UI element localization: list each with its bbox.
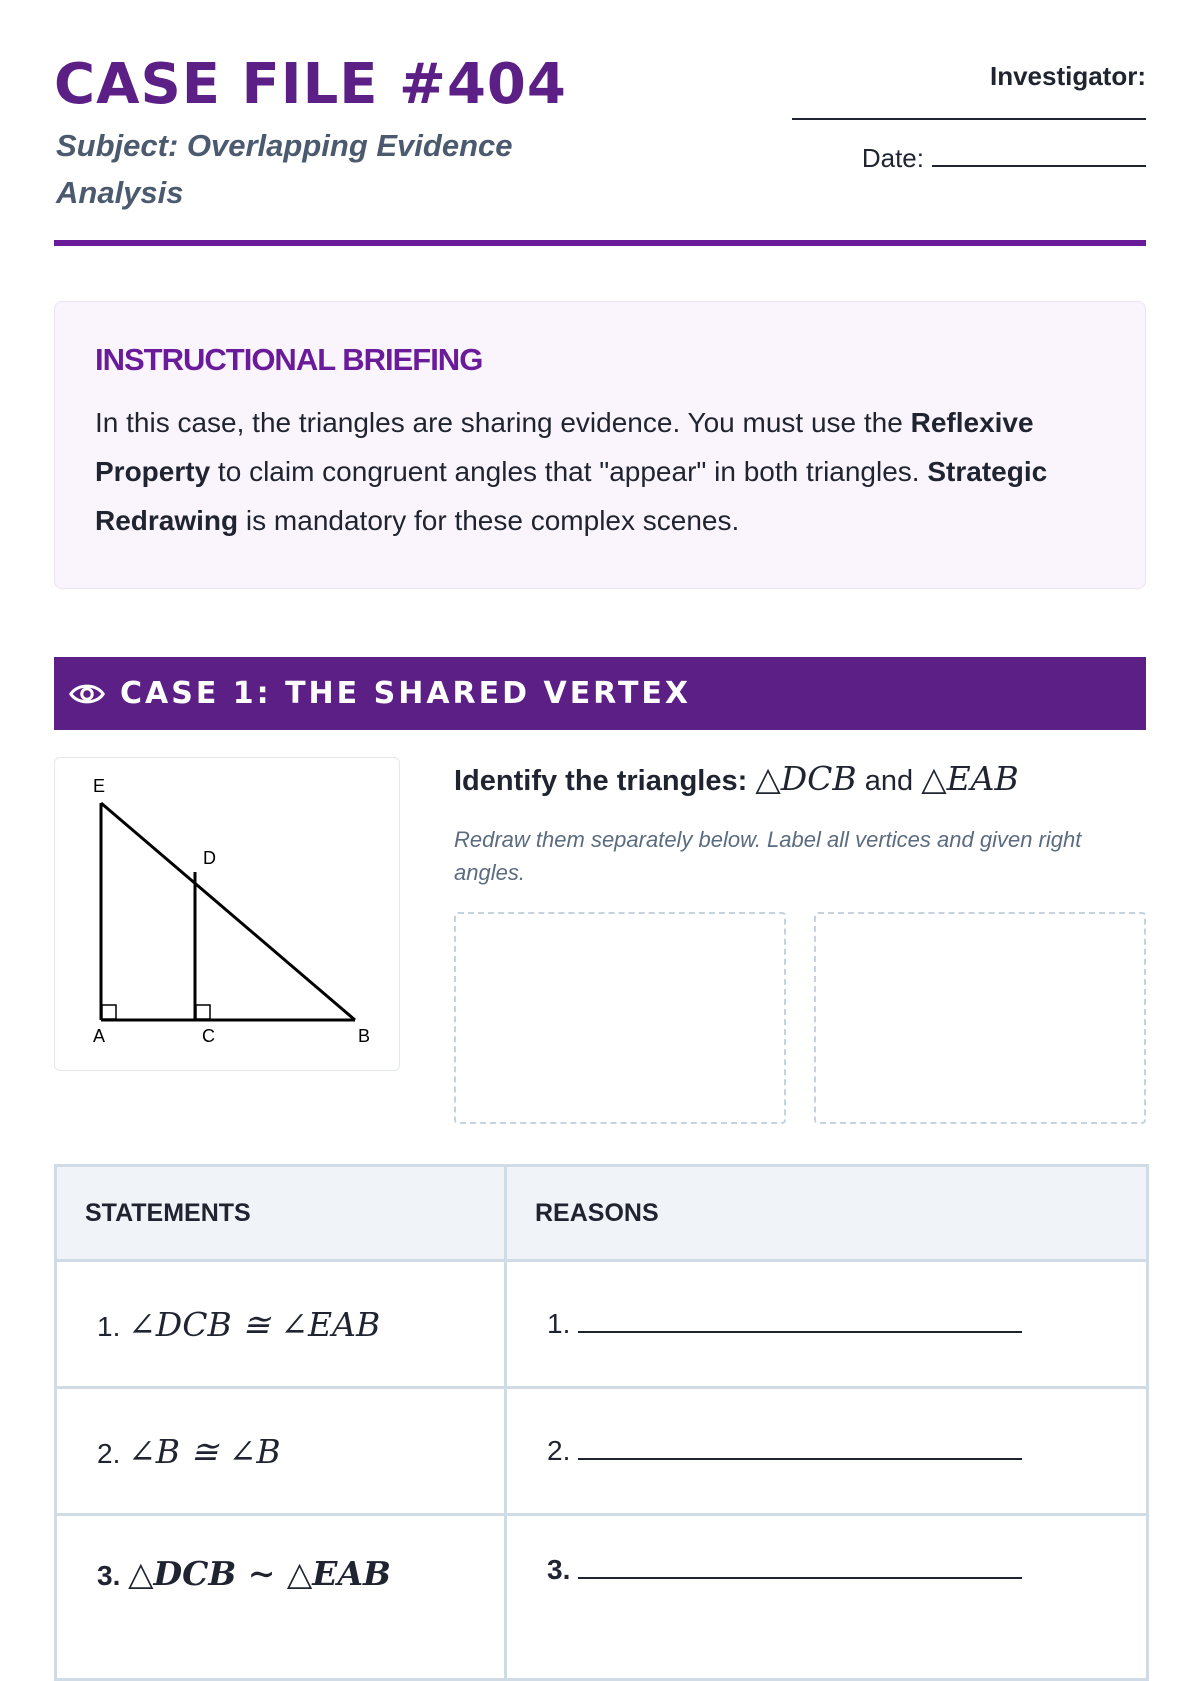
date-label: Date: — [861, 143, 924, 173]
triangle-2-name: EAB — [946, 759, 1019, 798]
statement-number: 1. — [97, 1310, 121, 1342]
reason-number: 3. — [547, 1554, 571, 1585]
statement-text: ∠B ≅ ∠B — [128, 1431, 281, 1471]
identify-label: Identify the triangles: — [454, 765, 748, 797]
instructional-briefing — [54, 301, 1146, 589]
vertex-label-e: E — [93, 776, 106, 796]
reason-cell — [506, 1388, 1148, 1515]
reason-field[interactable] — [578, 1436, 1022, 1460]
redraw-boxes — [454, 912, 1146, 1124]
header-divider — [54, 240, 1146, 246]
reasons-header: REASONS — [506, 1166, 1148, 1261]
reflexive-property-term: Reflexive Property — [95, 407, 1034, 487]
redraw-hint: Redraw them separately below. Label all vertices and given right angles. — [454, 827, 1082, 885]
reason-number: 2. — [547, 1435, 571, 1466]
statement-cell — [56, 1515, 506, 1680]
vertex-label-d: D — [203, 848, 216, 868]
table-row — [56, 1515, 1148, 1680]
briefing-text-part: In this case, the triangles are sharing evidence. You must use the — [95, 407, 911, 438]
vertex-label-b: B — [358, 1026, 371, 1046]
statement-text: △DCB ∼ △EAB — [128, 1554, 391, 1593]
reason-field[interactable] — [578, 1555, 1022, 1579]
statement-number: 3. — [97, 1560, 121, 1591]
statement-cell — [56, 1388, 506, 1515]
worksheet-page — [54, 0, 1146, 1593]
vertex-label-c: C — [202, 1026, 215, 1046]
and-word: and — [864, 765, 914, 797]
identify-section — [454, 757, 1146, 889]
reason-cell — [506, 1515, 1148, 1680]
triangle-2 — [921, 759, 1019, 798]
reason-cell — [506, 1261, 1148, 1388]
statements-header: STATEMENTS — [56, 1166, 506, 1261]
statement-number: 2. — [97, 1437, 121, 1469]
investigator-label: Investigator: — [989, 61, 1146, 91]
triangle-symbol: △ — [921, 759, 947, 798]
case-1-title: CASE 1: THE SHARED VERTEX — [120, 676, 692, 711]
proof-table — [54, 1164, 1149, 1681]
meta-block — [786, 58, 1146, 176]
briefing-text-part: is mandatory for these complex scenes. — [238, 505, 740, 536]
eye-icon — [68, 675, 106, 713]
date-row — [786, 140, 1146, 176]
table-row — [56, 1388, 1148, 1515]
segment-eb — [101, 803, 355, 1020]
table-row — [56, 1261, 1148, 1388]
case-title: CASE FILE #404 — [54, 52, 567, 117]
briefing-text — [95, 398, 1105, 545]
triangle-symbol: △ — [755, 759, 781, 798]
redraw-box-1[interactable] — [454, 912, 786, 1124]
table-header-row — [56, 1166, 1148, 1261]
right-angle-mark-a — [102, 1005, 116, 1019]
strategic-redrawing-term: Strategic Redrawing — [95, 456, 1048, 536]
briefing-text-part: to claim congruent angles that "appear" in both triangles. — [210, 456, 928, 487]
right-angle-mark-c — [196, 1005, 210, 1019]
vertex-label-a: A — [93, 1026, 106, 1046]
date-field[interactable] — [932, 145, 1146, 167]
triangle-1-name: DCB — [780, 759, 857, 798]
triangle-1 — [755, 759, 856, 798]
case-1-banner — [54, 657, 1146, 730]
header — [54, 0, 1146, 246]
triangle-diagram — [54, 757, 400, 1071]
case-subject: Subject: Overlapping Evidence Analysis — [56, 128, 513, 210]
redraw-box-2[interactable] — [814, 912, 1146, 1124]
briefing-heading: INSTRUCTIONAL BRIEFING — [95, 342, 483, 377]
reason-field[interactable] — [578, 1309, 1022, 1333]
statement-text: ∠DCB ≅ ∠EAB — [128, 1304, 381, 1344]
triangle-figure — [55, 758, 399, 1070]
identify-triangles — [454, 757, 1146, 803]
reason-number: 1. — [547, 1308, 571, 1339]
investigator-field[interactable] — [792, 118, 1146, 120]
statement-cell — [56, 1261, 506, 1388]
